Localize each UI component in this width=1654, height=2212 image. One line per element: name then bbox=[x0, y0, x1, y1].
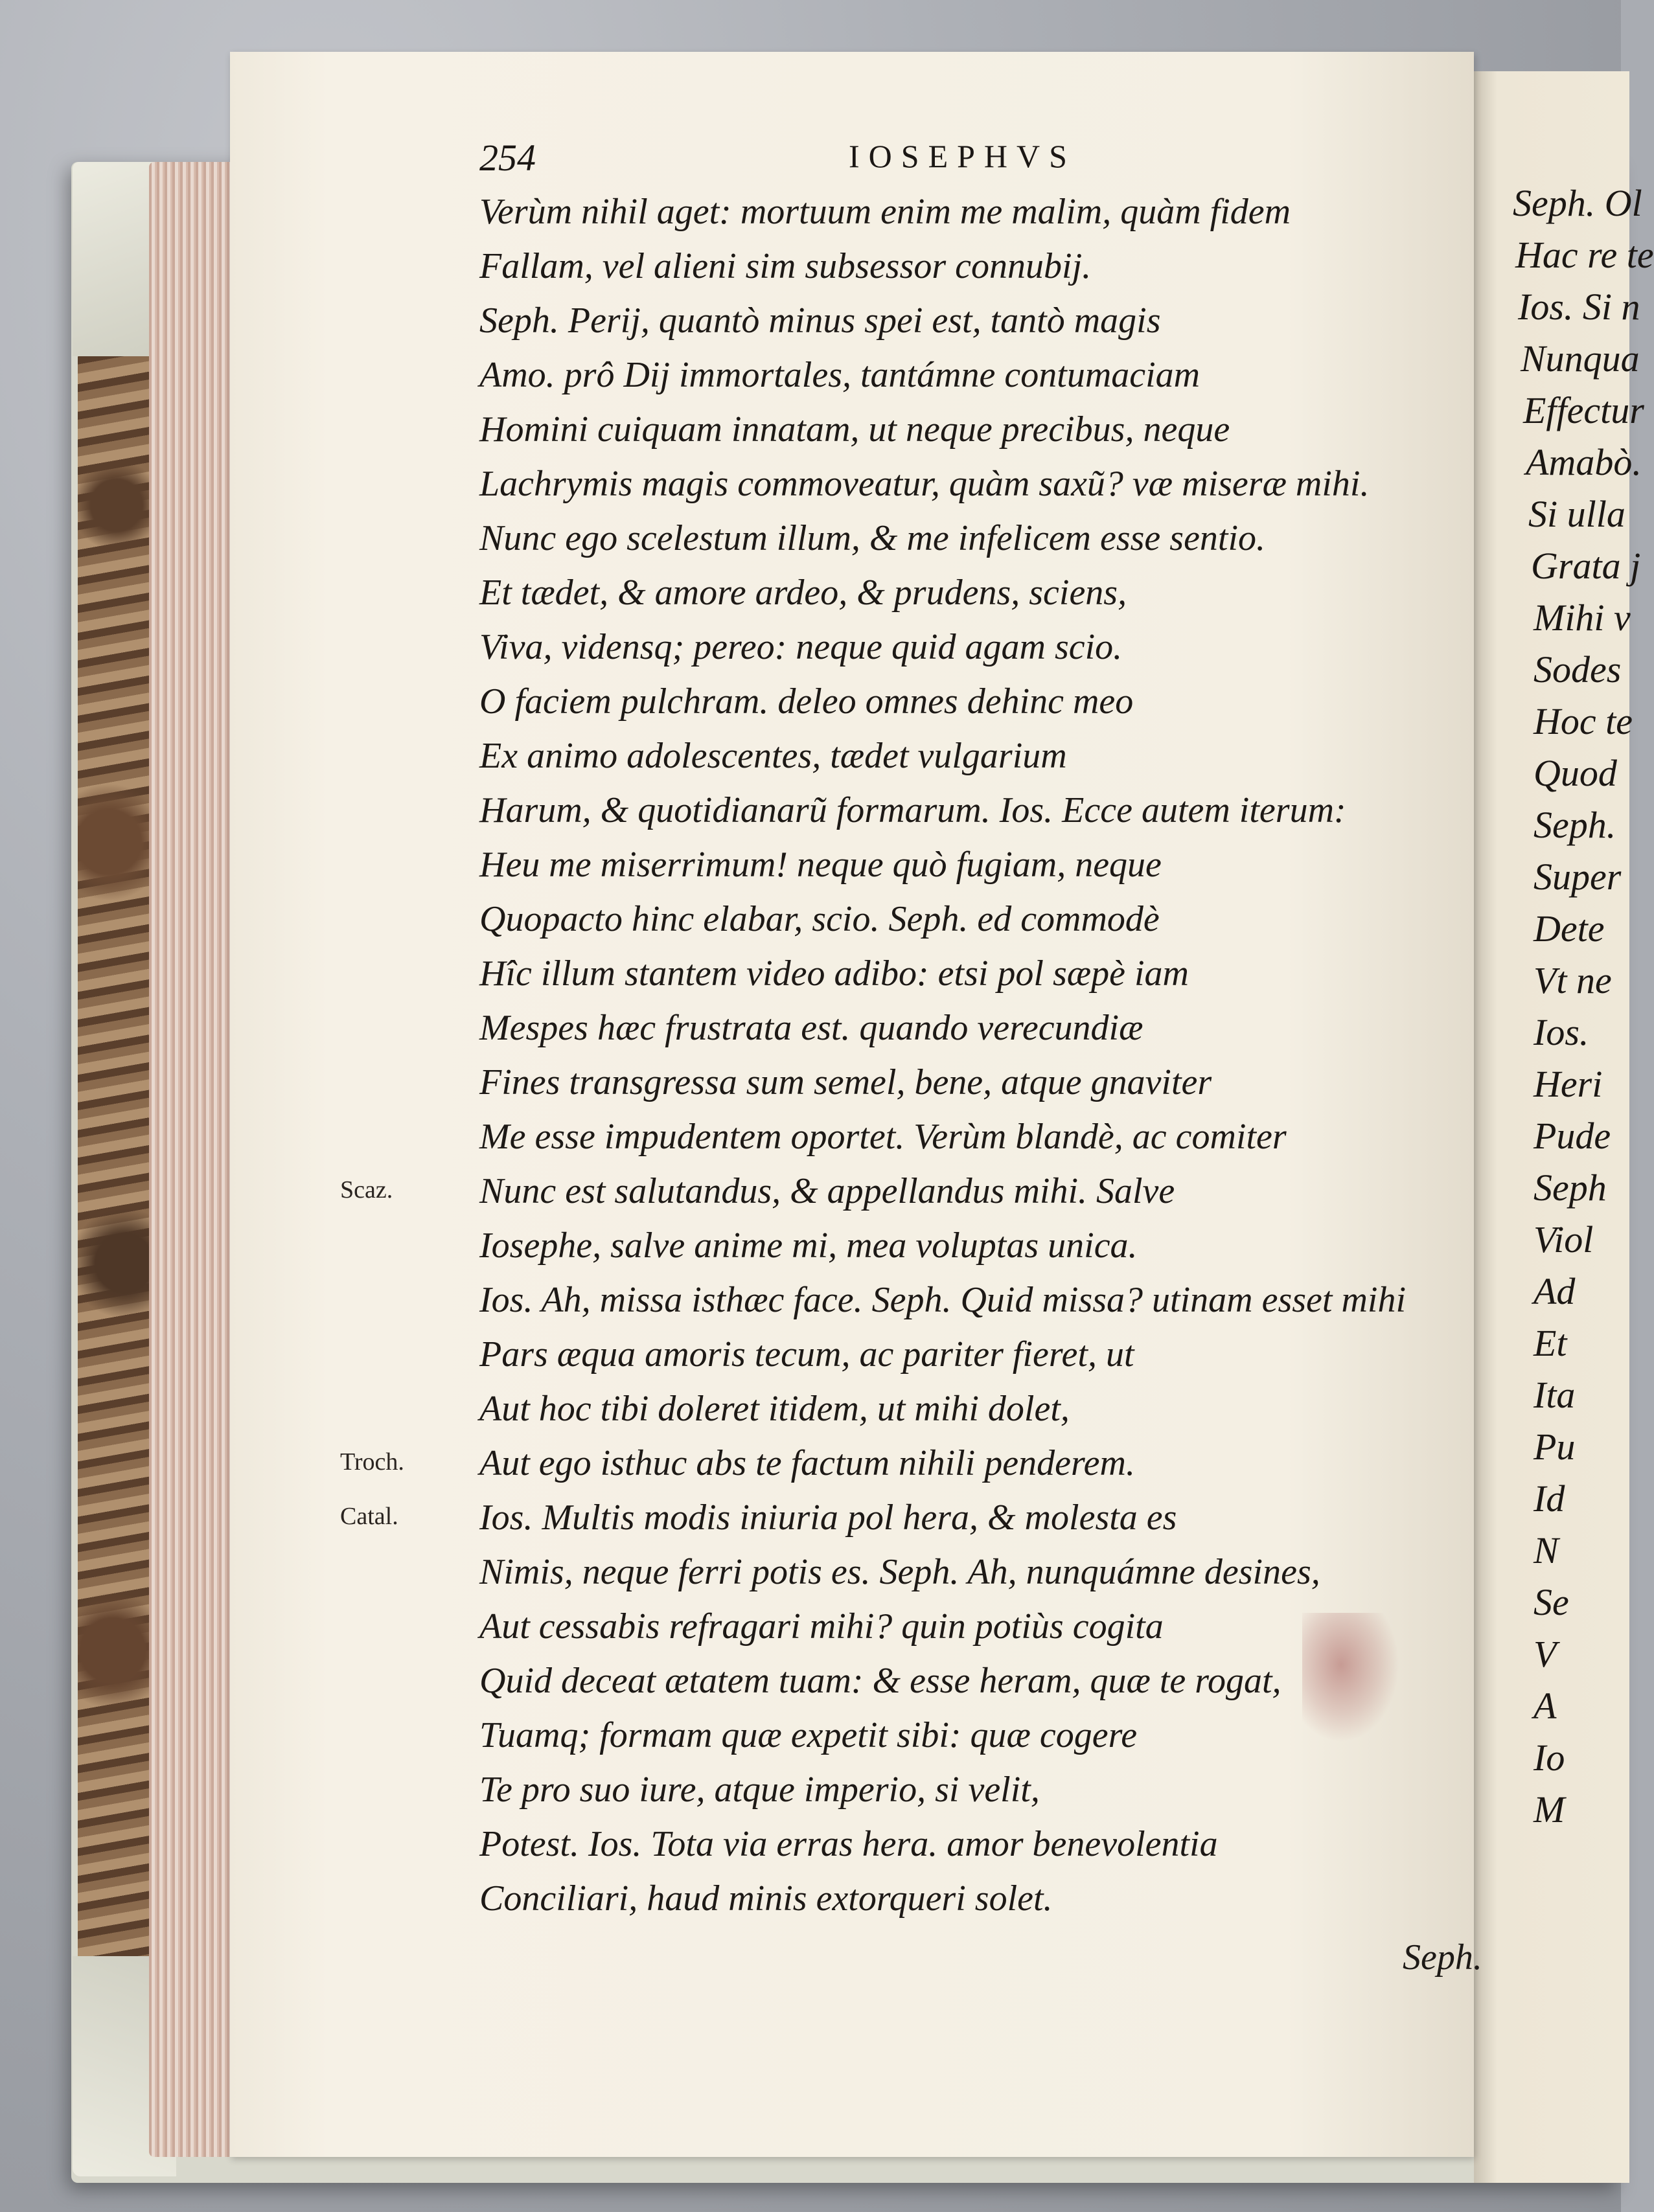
facing-page-line: N bbox=[1533, 1529, 1559, 1571]
margin-note: Catal. bbox=[340, 1503, 398, 1530]
facing-page-line: Viol bbox=[1533, 1218, 1594, 1260]
text-line: O faciem pulchram. deleo omnes dehinc meo bbox=[479, 681, 1134, 722]
facing-page-line: Hoc te bbox=[1533, 700, 1633, 742]
text-line: Iosephe, salve anime mi, mea voluptas unica. bbox=[479, 1226, 1138, 1266]
text-line: Potest. Ios. Tota via erras hera. amor benevolentia bbox=[479, 1824, 1218, 1864]
text-line: Conciliari, haud minis extorqueri solet. bbox=[479, 1878, 1053, 1919]
text-line: Amo. prô Dij immortales, tantámne contumaciam bbox=[479, 355, 1200, 395]
text-line: Nunc est salutandus, & appellandus mihi. Salve bbox=[479, 1171, 1175, 1211]
catchword: Seph. bbox=[1403, 1937, 1482, 1978]
facing-page-line: Ios. bbox=[1533, 1011, 1589, 1053]
text-line: Aut ego isthuc abs te factum nihili penderem. bbox=[479, 1443, 1135, 1483]
text-line: Me esse impudentem oportet. Verùm blandè, ac comiter bbox=[479, 1117, 1287, 1157]
facing-page-line: Pude bbox=[1533, 1115, 1611, 1157]
text-line: Fallam, vel alieni sim subsessor connubij. bbox=[479, 246, 1092, 286]
facing-page-line: Quod bbox=[1533, 752, 1617, 794]
facing-page-line: Mihi v bbox=[1533, 597, 1631, 639]
facing-page-line: Dete bbox=[1533, 907, 1605, 950]
page-header bbox=[479, 136, 1412, 188]
facing-page-line: Et bbox=[1533, 1322, 1567, 1364]
text-line: Lachrymis magis commoveatur, quàm saxũ? væ miseræ mihi. bbox=[479, 464, 1370, 504]
text-line: Ios. Ah, missa isthæc face. Seph. Quid missa? utinam esset mihi bbox=[479, 1280, 1407, 1320]
margin-note: Troch. bbox=[340, 1448, 404, 1476]
facing-page-line: A bbox=[1533, 1685, 1557, 1727]
facing-page bbox=[1474, 71, 1654, 2183]
facing-page-line: Seph. bbox=[1533, 804, 1616, 846]
facing-page-line: Id bbox=[1533, 1477, 1565, 1520]
facing-page-line: Vt ne bbox=[1533, 959, 1612, 1001]
facing-page-line: Pu bbox=[1533, 1426, 1576, 1468]
text-line: Tuamq; formam quæ expetit sibi: quæ cogere bbox=[479, 1715, 1138, 1755]
text-line: Mespes hæc frustrata est. quando verecundiæ bbox=[479, 1008, 1143, 1048]
text-line: Verùm nihil aget: mortuum enim me malim, quàm fidem bbox=[479, 192, 1291, 232]
facing-page-line: Nunqua bbox=[1521, 337, 1640, 380]
marbled-cover bbox=[78, 337, 155, 2021]
text-line: Fines transgressa sum semel, bene, atque gnaviter bbox=[479, 1062, 1212, 1102]
facing-page-line: Heri bbox=[1533, 1063, 1603, 1105]
facing-page-line: Ios. Si n bbox=[1518, 286, 1640, 328]
text-line: Homini cuiquam innatam, ut neque precibus, neque bbox=[479, 409, 1230, 450]
text-line: Viva, vidensq; pereo: neque quid agam scio. bbox=[479, 627, 1123, 667]
text-line: Quopacto hinc elabar, scio. Seph. ed commodè bbox=[479, 899, 1160, 939]
facing-page-line: Sodes bbox=[1533, 648, 1622, 690]
facing-page-line: Si ulla bbox=[1528, 493, 1625, 535]
text-line: Aut hoc tibi doleret itidem, ut mihi dolet, bbox=[479, 1389, 1070, 1429]
facing-page-line: Effectur bbox=[1523, 389, 1644, 431]
facing-page-line: Amabò. bbox=[1526, 441, 1642, 483]
page-number: 254 bbox=[479, 137, 536, 179]
text-line: Quid deceat ætatem tuam: & esse heram, quæ te rogat, bbox=[479, 1661, 1281, 1701]
text-line: Et tædet, & amore ardeo, & prudens, sciens, bbox=[479, 573, 1127, 613]
margin-note: Scaz. bbox=[340, 1176, 393, 1203]
text-line: Ios. Multis modis iniuria pol hera, & molesta es bbox=[479, 1498, 1177, 1538]
facing-page-line: Super bbox=[1533, 856, 1622, 898]
facing-page-line: Hac re te bbox=[1515, 234, 1654, 276]
facing-page-line: M bbox=[1533, 1788, 1565, 1830]
text-line: Harum, & quotidianarũ formarum. Ios. Ecce autem iterum: bbox=[479, 790, 1346, 830]
text-line: Nunc ego scelestum illum, & me infelicem esse sentio. bbox=[479, 518, 1266, 558]
facing-page-line: Io bbox=[1533, 1737, 1565, 1779]
text-line: Heu me miserrimum! neque quò fugiam, neque bbox=[479, 845, 1162, 885]
text-line: Nimis, neque ferri potis es. Seph. Ah, nunquámne desines, bbox=[479, 1552, 1320, 1592]
text-line: Seph. Perij, quantò minus spei est, tantò magis bbox=[479, 301, 1161, 341]
text-line: Aut cessabis refragari mihi? quin potiùs cogita bbox=[479, 1606, 1164, 1647]
facing-page-line: Grata j bbox=[1531, 545, 1641, 587]
facing-page-line: Seph bbox=[1533, 1167, 1607, 1209]
facing-page-line: Se bbox=[1533, 1581, 1569, 1623]
running-head: IOSEPHVS bbox=[849, 138, 1076, 174]
text-line: Hîc illum stantem video adibo: etsi pol sæpè iam bbox=[479, 953, 1189, 994]
stain-mark bbox=[1302, 1613, 1399, 1742]
facing-page-line: Seph. Ol bbox=[1513, 182, 1642, 224]
facing-page-line: V bbox=[1533, 1633, 1557, 1675]
text-line: Pars æqua amoris tecum, ac pariter fieret, ut bbox=[479, 1334, 1134, 1374]
text-line: Te pro suo iure, atque imperio, si velit, bbox=[479, 1770, 1040, 1810]
text-line: Ex animo adolescentes, tædet vulgarium bbox=[479, 736, 1067, 776]
facing-page-line: Ita bbox=[1533, 1374, 1576, 1416]
facing-page-line: Ad bbox=[1533, 1270, 1576, 1312]
